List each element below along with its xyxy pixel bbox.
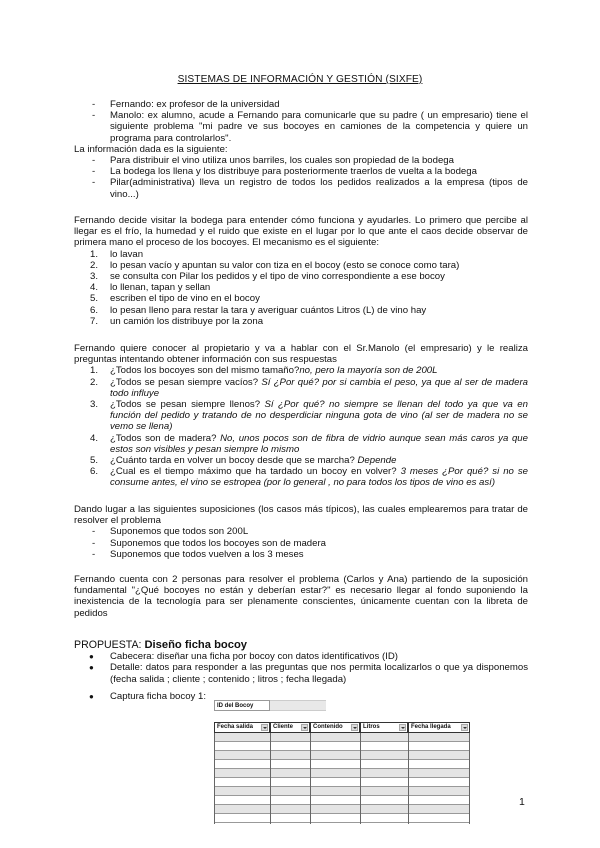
mechanism-step	[74, 271, 528, 282]
step-text: se consulta con Pilar los pedidos y el tipo de vino correspondiente a ese bocoy	[110, 271, 445, 283]
step-text: lo lavan	[110, 248, 144, 260]
character-item: - Fernando: ex profesor de la universidad	[74, 99, 528, 110]
page-number: 1	[519, 796, 525, 808]
column-header[interactable]	[270, 722, 310, 733]
question-text: ¿Cuánto tarda en volver un bocoy desde que se marcha?	[110, 455, 358, 467]
question-number: 2.	[90, 376, 99, 388]
id-value-cell[interactable]	[270, 700, 326, 711]
document-title: SISTEMAS DE INFORMACIÓN Y GESTIÓN (SIXFE)	[177, 74, 423, 85]
column-divider	[469, 733, 470, 824]
column-divider	[310, 733, 311, 824]
question-item	[74, 365, 528, 376]
question-number: 4.	[90, 432, 99, 444]
assumptions-list	[74, 526, 528, 560]
question-number: 3.	[90, 399, 99, 411]
team-paragraph: Fernando cuenta con 2 personas para resolver el problema (Carlos y Ana) partiendo de la suposición fundamental "¿Qué bocoyes no están y deberían estar?" es necesario llegar al fondo suponiendo la inexistencia de la tecnología para ser plenamente conscientes, únicamente cuentan con la libreta de pedidos	[74, 574, 528, 619]
sheet-row[interactable]	[214, 778, 470, 787]
sheet-row[interactable]	[214, 742, 470, 751]
question-item	[74, 377, 528, 399]
proposal-item: ● Detalle: datos para responder a las preguntas que nos permita localizarlos o que ya disponemos (fecha salida ; cliente ; contenido ; litros ; fecha llegada)	[74, 662, 528, 684]
question-item	[74, 433, 528, 455]
question-item	[74, 399, 528, 433]
column-header[interactable]	[214, 722, 270, 733]
step-text: lo pesan vacío y apuntan su valor con tiza en el bocoy (esto se conoce como tara)	[110, 259, 460, 271]
info-item: - La bodega los llena y los distribuye para posteriormente traerlos de vuelta a la bodega	[74, 166, 528, 177]
mechanism-list	[74, 249, 528, 327]
visit-paragraph: Fernando decide visitar la bodega para entender cómo funciona y ayudarles. Lo primero que percibe al llegar es el frío, la humedad y el ruido que existe en el lugar por lo que ante el caos decide observar de primera mano el proceso de los bocoyes. El mecanismo es el siguiente:	[74, 215, 528, 249]
answer-text: No, unos pocos son de fibra de vidrio aunque sean más caros ya que estos son visibles y pesan siempre lo mismo	[110, 432, 528, 455]
assumption-item: - Suponemos que todos vuelven a los 3 meses	[74, 549, 528, 560]
answer-text: Depende	[357, 455, 397, 467]
proposal-item: ● Cabecera: diseñar una ficha por bocoy con datos identificativos (ID)	[74, 651, 528, 662]
question-item	[74, 455, 528, 466]
column-header-label: Fecha salida	[217, 724, 254, 730]
sheet-row[interactable]	[214, 796, 470, 805]
sheet-row[interactable]	[214, 751, 470, 760]
question-number: 1.	[90, 365, 99, 377]
assumptions-section	[74, 504, 528, 560]
mechanism-step	[74, 249, 528, 260]
column-header-label: Contenido	[313, 724, 343, 730]
column-header-label: Fecha llegada	[411, 724, 451, 730]
proposal-heading: Diseño ficha bocoy	[144, 639, 248, 651]
answer-text: no, pero la mayoría son de 200L	[299, 365, 438, 377]
answer-text: Sí ¿Por qué? no siempre se llenan del todo ya que va en función del pedido y tratando de no desperdiciar ninguna gota de vino (al ser de madera no se vemo se llena)	[110, 399, 528, 433]
filter-dropdown-icon[interactable]	[461, 724, 468, 731]
assumption-item: - Suponemos que todos los bocoyes son de madera	[74, 538, 528, 549]
sheet-row[interactable]	[214, 787, 470, 796]
column-divider	[270, 733, 271, 824]
characters-section	[74, 99, 528, 200]
filter-dropdown-icon[interactable]	[351, 724, 358, 731]
step-number: 3.	[90, 271, 99, 283]
mechanism-step	[74, 305, 528, 316]
assumptions-intro: Dando lugar a las siguientes suposiciones (los casos más típicos), las cuales emplearemos para tratar de resolver el problema	[74, 504, 528, 527]
id-label-cell: ID del Bocoy	[214, 700, 270, 711]
column-header[interactable]	[310, 722, 360, 733]
bocoy-sheet	[214, 700, 470, 824]
answer-text: Sí ¿Por qué? por si cambia el peso, ya que al ser de madera todo influye	[110, 376, 529, 399]
step-number: 2.	[90, 259, 99, 271]
mechanism-step	[74, 293, 528, 304]
question-text: ¿Todos los bocoyes son del mismo tamaño?	[110, 365, 300, 377]
question-text: ¿Todos se pesan siempre vacíos?	[110, 376, 262, 388]
info-item: - Pilar(administrativa) lleva un registro de todos los pedidos realizados a la empresa (tipos de vino...)	[74, 177, 528, 199]
step-number: 1.	[90, 248, 99, 260]
questions-list	[74, 365, 528, 488]
mechanism-step	[74, 260, 528, 271]
column-divider	[408, 733, 409, 824]
step-number: 6.	[90, 304, 99, 316]
questions-section	[74, 343, 528, 489]
sheet-row[interactable]	[214, 814, 470, 823]
characters-list	[74, 99, 528, 144]
question-number: 5.	[90, 455, 99, 467]
mechanism-step	[74, 282, 528, 293]
team-section	[74, 574, 528, 619]
mechanism-step	[74, 316, 528, 327]
meeting-paragraph: Fernando quiere conocer al propietario y va a hablar con el Sr.Manolo (el empresario) y le realiza preguntas intentando obtener información con sus respuestas	[74, 343, 528, 366]
visit-section	[74, 215, 528, 327]
step-number: 4.	[90, 282, 99, 294]
question-item	[74, 466, 528, 488]
column-divider	[360, 733, 361, 824]
filter-dropdown-icon[interactable]	[261, 724, 268, 731]
assumption-item: - Suponemos que todos son 200L	[74, 526, 528, 537]
proposal-label: PROPUESTA:	[74, 639, 142, 651]
info-list	[74, 155, 528, 200]
filter-dropdown-icon[interactable]	[301, 724, 308, 731]
proposal-section	[74, 640, 528, 702]
proposal-title	[74, 640, 528, 651]
filter-dropdown-icon[interactable]	[399, 724, 406, 731]
column-header-label: Cliente	[273, 724, 294, 730]
step-text: un camión los distribuye por la zona	[110, 315, 264, 327]
info-heading: La información dada es la siguiente:	[74, 143, 228, 155]
column-header[interactable]	[360, 722, 408, 733]
step-number: 7.	[90, 315, 99, 327]
question-text: ¿Todos son de madera?	[110, 432, 221, 444]
step-number: 5.	[90, 293, 99, 305]
question-text: ¿Todos se pesan siempre llenos?	[110, 399, 265, 411]
capture-label: ● Captura ficha bocoy 1:	[74, 691, 528, 702]
column-divider	[214, 733, 215, 824]
question-number: 6.	[90, 466, 99, 478]
character-item: - Manolo: ex alumno, acude a Fernando para comunicarle que su padre ( un empresario) tiene el siguiente problema "mi padre ve sus bocoyes en camiones de la competencia y quiere un programa para controlarlos".	[74, 110, 528, 144]
proposal-list	[74, 651, 528, 685]
sheet-row[interactable]	[214, 769, 470, 778]
step-text: escriben el tipo de vino en el bocoy	[110, 293, 260, 305]
step-text: lo llenan, tapan y sellan	[110, 282, 211, 294]
info-item: - Para distribuir el vino utiliza unos barriles, los cuales son propiedad de la bodega	[74, 155, 528, 166]
column-header-label: Litros	[363, 724, 380, 730]
question-text: ¿Cual es el tiempo máximo que ha tardado un bocoy en volver?	[110, 466, 401, 478]
sheet-row[interactable]	[214, 805, 470, 814]
column-header[interactable]	[408, 722, 470, 733]
sheet-row[interactable]	[214, 760, 470, 769]
step-text: lo pesan lleno para restar la tara y averiguar cuántos Litros (L) de vino hay	[110, 304, 427, 316]
sheet-row[interactable]	[214, 733, 470, 742]
answer-text: 3 meses ¿Por qué? si no se consume antes, el vino se estropea (por lo general , no para todos los tipos de vino es así)	[110, 466, 528, 489]
